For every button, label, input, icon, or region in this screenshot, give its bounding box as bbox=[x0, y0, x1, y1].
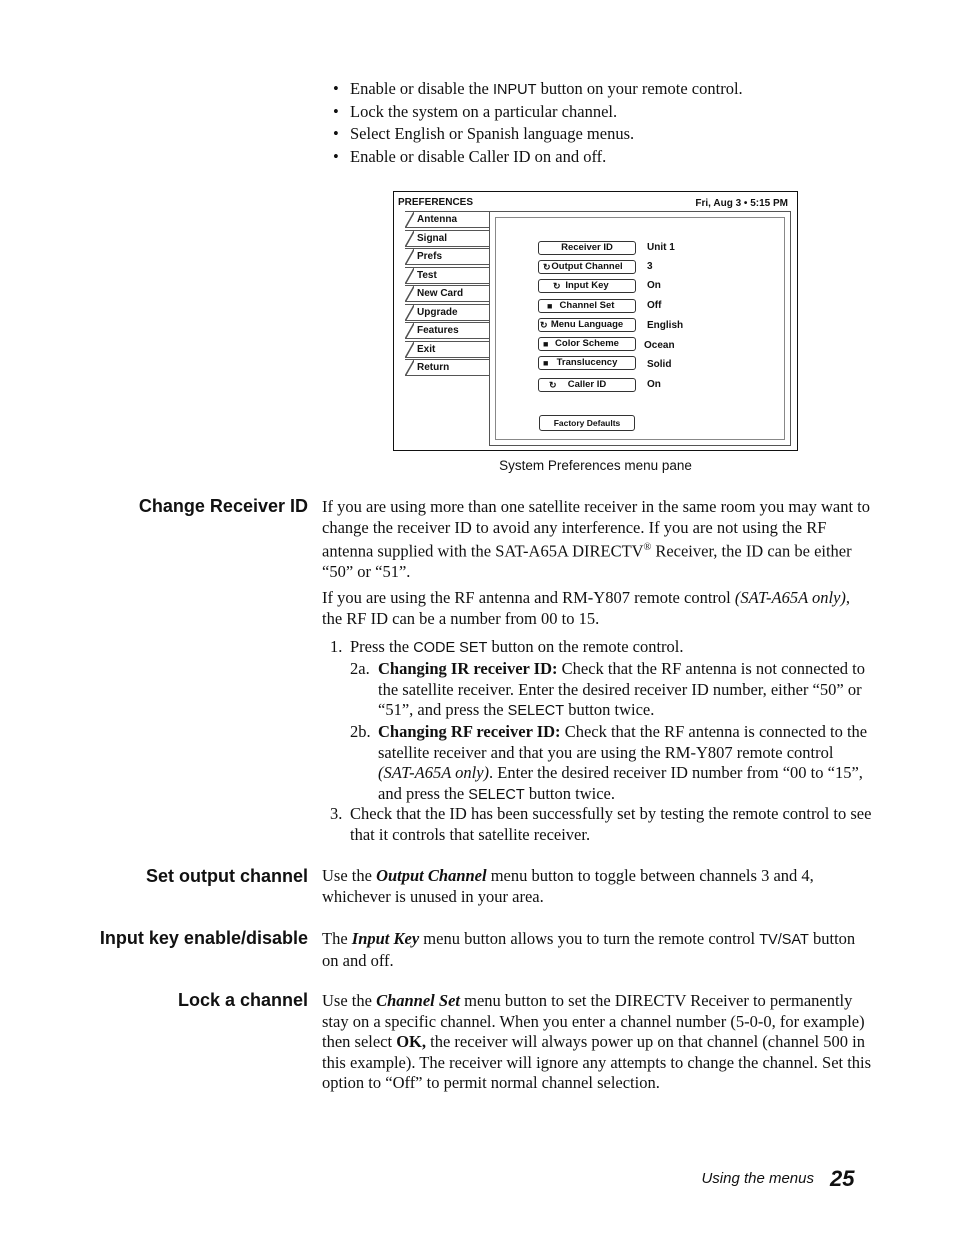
input-key-button[interactable]: ↻ Input Key bbox=[538, 279, 636, 293]
footer-section-title: Using the menus bbox=[701, 1170, 814, 1187]
tab-signal[interactable]: Signal bbox=[405, 230, 490, 247]
input-key-paragraph: The Input Key menu button allows you to turn the remote control TV/SAT button on and off. bbox=[322, 929, 856, 970]
change-receiver-id-paragraph-1: If you are using more than one satellite receiver in the same room you may want to change the receiver ID to avoid any interference. If you are not using the RF antenna supplied with the SAT-A65A DIRECTV® Receiver, the ID can be either “50” or “51”. bbox=[322, 497, 870, 581]
tab-features[interactable]: Features bbox=[405, 322, 490, 339]
menu-title: PREFERENCES bbox=[398, 197, 474, 208]
set-output-channel-paragraph: Use the Output Channel menu button to toggle between channels 3 and 4, whichever is unused in your area. bbox=[322, 866, 814, 906]
tab-test[interactable]: Test bbox=[405, 267, 490, 284]
factory-defaults-button[interactable]: Factory Defaults bbox=[539, 415, 635, 431]
tab-return[interactable]: Return bbox=[405, 359, 490, 376]
change-receiver-id-paragraph-2: If you are using the RF antenna and RM-Y807 remote control (SAT-A65A only), the RF ID can be a number from 00 to 15. bbox=[322, 588, 851, 628]
cycle-icon: ↻ bbox=[553, 281, 561, 291]
figure-caption: System Preferences menu pane bbox=[499, 458, 692, 473]
caller-id-value: On bbox=[647, 379, 661, 390]
heading-lock-channel: Lock a channel bbox=[177, 990, 308, 1010]
heading-set-output-channel: Set output channel bbox=[146, 866, 308, 886]
bullet-item: • Select English or Spanish language menus. bbox=[333, 124, 893, 147]
tab-new-card[interactable]: New Card bbox=[405, 285, 490, 302]
cycle-icon: ↻ bbox=[540, 320, 548, 330]
cycle-icon: ↻ bbox=[549, 380, 557, 390]
page-number: 25 bbox=[830, 1166, 855, 1191]
caller-id-button[interactable]: ↻ Caller ID bbox=[538, 378, 636, 392]
menu-language-button[interactable]: ↻ Menu Language bbox=[538, 318, 636, 332]
heading-input-key: Input key enable/disable bbox=[99, 928, 308, 948]
translucency-value: Solid bbox=[647, 359, 672, 370]
output-channel-button[interactable]: ↻ Output Channel bbox=[538, 260, 636, 274]
preferences-menu-pane bbox=[393, 191, 798, 451]
receiver-id-button[interactable]: Receiver ID bbox=[538, 241, 636, 255]
feature-bullet-list bbox=[333, 79, 893, 170]
bullet-item: • Enable or disable Caller ID on and off. bbox=[333, 147, 893, 170]
tab-exit[interactable]: Exit bbox=[405, 341, 490, 358]
channel-set-button[interactable]: ■ Channel Set bbox=[538, 299, 636, 313]
bullet-item: • Lock the system on a particular channel. bbox=[333, 102, 893, 125]
step-3: 3. Check that the ID has been successfully set by testing the remote control to see that it controls that satellite receiver. bbox=[330, 804, 872, 844]
square-icon: ■ bbox=[547, 301, 553, 311]
menu-language-value: English bbox=[647, 320, 684, 331]
lock-channel-paragraph: Use the Channel Set menu button to set the DIRECTV Receiver to permanently stay on a specific channel. When you enter a channel number (5-0-0, for example) then select OK, the receiver will always power up on that channel (channel 500 in this example). The receiver will ignore any attempts to change the channel. Set this option to “Off” to permit normal channel selection. bbox=[322, 991, 872, 1092]
heading-change-receiver-id: Change Receiver ID bbox=[138, 496, 308, 516]
output-channel-value: 3 bbox=[647, 261, 653, 272]
tab-prefs[interactable]: Prefs bbox=[405, 248, 495, 265]
color-scheme-button[interactable]: ■ Color Scheme bbox=[538, 337, 636, 351]
bullet-item: • Enable or disable the INPUT button on your remote control. bbox=[333, 79, 893, 102]
step-2b: 2b. Changing RF receiver ID: Check that the RF antenna is connected to the satellite receiver and that you are using the RM-Y807 remote control (SAT-A65A only). Enter the desired receiver ID number from “00 to “15”, and press the SELECT button twice. bbox=[350, 722, 868, 803]
receiver-id-value: Unit 1 bbox=[647, 242, 675, 253]
square-icon: ■ bbox=[543, 358, 549, 368]
tab-antenna[interactable]: Antenna bbox=[405, 211, 490, 228]
input-key-value: On bbox=[647, 280, 661, 291]
square-icon: ■ bbox=[543, 339, 549, 349]
menu-datetime: Fri, Aug 3 • 5:15 PM bbox=[695, 198, 788, 209]
translucency-button[interactable]: ■ Translucency bbox=[538, 356, 636, 370]
cycle-icon: ↻ bbox=[543, 262, 551, 272]
menu-content-panel bbox=[489, 211, 791, 446]
color-scheme-value: Ocean bbox=[644, 340, 675, 351]
step-1: 1. Press the CODE SET button on the remote control. bbox=[330, 637, 684, 656]
tab-upgrade[interactable]: Upgrade bbox=[405, 304, 490, 321]
step-2a: 2a. Changing IR receiver ID: Check that the RF antenna is not connected to the satellite receiver. Enter the desired receiver ID number, either “50” or “51”, and press the SELECT button twice. bbox=[350, 659, 865, 719]
channel-set-value: Off bbox=[647, 300, 662, 311]
